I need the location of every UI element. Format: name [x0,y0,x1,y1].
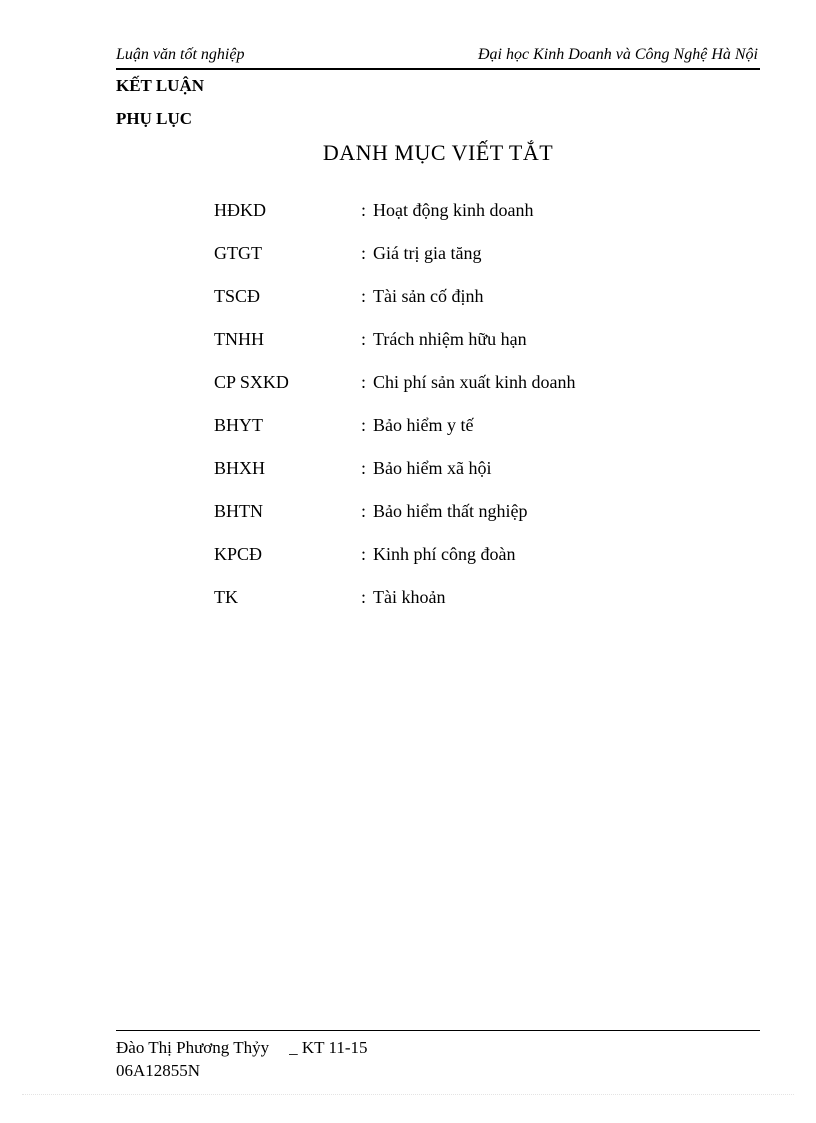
abbreviation-term: BHYT [214,415,263,435]
abbreviation-row [214,587,694,613]
abbreviation-row [214,243,694,269]
abbreviation-colon: : [361,329,367,349]
abbreviation-row [214,200,694,226]
abbreviation-meaning: Trách nhiệm hữu hạn [373,329,527,349]
abbreviation-term: TNHH [214,329,264,349]
footer-author: Đào Thị Phương Thỷy [116,1038,270,1057]
footer-student-id: 06A12855N [116,1061,201,1080]
abbreviation-meaning: Bảo hiểm y tế [373,415,474,435]
abbreviation-colon: : [361,243,367,263]
abbreviation-colon: : [361,286,367,306]
abbreviation-meaning: Tài sản cố định [373,286,484,306]
abbreviation-row [214,544,694,570]
abbreviation-colon: : [361,501,367,521]
abbreviation-term: CP SXKD [214,372,289,392]
abbreviation-meaning: Bảo hiểm thất nghiệp [373,501,528,521]
header-thesis-label: Luận văn tốt nghiệp [116,46,245,63]
abbreviation-row [214,372,694,398]
abbreviation-meaning: Tài khoản [373,587,446,607]
page-bottom-divider [22,1094,794,1095]
abbreviation-term: BHXH [214,458,266,478]
abbreviation-row [214,415,694,441]
abbreviation-term: TK [214,587,238,607]
abbreviation-colon: : [361,587,367,607]
abbreviation-meaning: Hoạt động kinh doanh [373,200,534,220]
abbreviation-colon: : [361,372,367,392]
footer-divider [116,1030,760,1031]
abbreviation-row [214,501,694,527]
heading-conclusion: KẾT LUẬN [116,76,205,95]
footer-class: _ KT 11-15 [289,1038,368,1057]
abbreviation-term: TSCĐ [214,286,261,306]
abbreviation-meaning: Giá trị gia tăng [373,243,482,263]
abbreviation-meaning: Chi phí sản xuất kinh doanh [373,372,576,392]
abbreviation-row [214,458,694,484]
page-header [116,44,760,70]
abbreviation-colon: : [361,458,367,478]
abbreviation-colon: : [361,200,367,220]
abbreviation-term: HĐKD [214,200,266,220]
header-university-name: Đại học Kinh Doanh và Công Nghệ Hà Nội [478,46,758,63]
abbreviation-colon: : [361,415,367,435]
footer-author-line [116,1036,368,1059]
abbreviation-meaning: Kinh phí công đoàn [373,544,516,564]
abbreviation-meaning: Bảo hiểm xã hội [373,458,492,478]
abbreviation-colon: : [361,544,367,564]
page-footer [116,1036,368,1082]
abbreviation-term: BHTN [214,501,263,521]
abbreviation-row [214,286,694,312]
abbreviation-row [214,329,694,355]
page-title: DANH MỤC VIẾT TẮT [322,140,554,165]
abbreviation-term: GTGT [214,243,262,263]
heading-appendix: PHỤ LỤC [116,109,193,128]
abbreviation-term: KPCĐ [214,544,263,564]
